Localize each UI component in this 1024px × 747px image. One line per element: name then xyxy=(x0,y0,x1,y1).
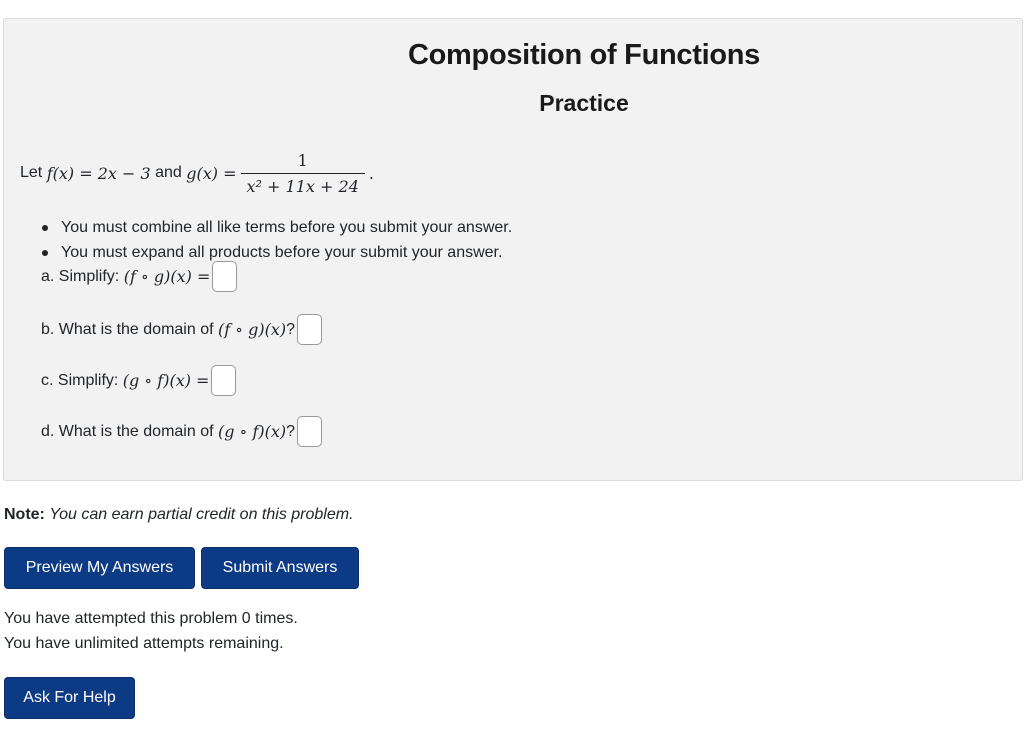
instruction-list xyxy=(42,215,512,265)
part-d-suffix: ? xyxy=(286,422,296,440)
part-c-expr: (g ∘ f)(x) = xyxy=(122,371,210,390)
problem-title: Composition of Functions xyxy=(407,39,761,71)
note-text: You can earn partial credit on this problem. xyxy=(49,506,354,523)
problem-panel xyxy=(3,18,1023,481)
part-a-label: a. Simplify: xyxy=(41,267,120,285)
part-a xyxy=(41,261,237,292)
part-b-answer-input[interactable] xyxy=(297,314,322,345)
instruction-item: You must expand all products before your submit your answer. xyxy=(42,240,512,265)
part-c-answer-input[interactable] xyxy=(211,365,236,396)
part-a-answer-input[interactable] xyxy=(212,261,237,292)
part-b-expr: (f ∘ g)(x) xyxy=(217,320,287,339)
attempts-remaining-text: You have unlimited attempts remaining. xyxy=(4,635,284,652)
part-c xyxy=(41,365,236,396)
g-denominator: x² + 11x + 24 xyxy=(241,173,365,196)
part-c-label: c. Simplify: xyxy=(41,371,119,389)
let-text: Let xyxy=(20,164,43,181)
part-d-label: d. What is the domain of xyxy=(41,422,214,440)
partial-credit-note xyxy=(4,506,354,524)
f-definition: f(x) = 2x − 3 xyxy=(46,163,151,183)
definition-period: . xyxy=(368,163,374,183)
attempts-count-text: You have attempted this problem 0 times. xyxy=(4,610,298,627)
ask-for-help-button[interactable]: Ask For Help xyxy=(4,677,135,719)
part-d-answer-input[interactable] xyxy=(297,416,322,447)
part-b xyxy=(41,314,322,345)
preview-answers-button[interactable]: Preview My Answers xyxy=(4,547,195,589)
function-definitions xyxy=(20,147,374,199)
part-d xyxy=(41,416,322,447)
submit-answers-button[interactable]: Submit Answers xyxy=(201,547,359,589)
g-fraction xyxy=(241,151,365,196)
and-text: and xyxy=(155,164,182,181)
part-b-label: b. What is the domain of xyxy=(41,320,214,338)
note-label: Note: xyxy=(4,506,45,523)
attempts-info xyxy=(4,606,298,656)
part-b-suffix: ? xyxy=(286,320,296,338)
g-numerator: 1 xyxy=(297,150,308,170)
part-d-expr: (g ∘ f)(x) xyxy=(217,422,287,441)
instruction-item: You must combine all like terms before you submit your answer. xyxy=(42,215,512,240)
g-lhs: g(x) = xyxy=(186,163,237,183)
problem-subtitle: Practice xyxy=(539,90,629,116)
part-a-expr: (f ∘ g)(x) = xyxy=(123,267,211,286)
